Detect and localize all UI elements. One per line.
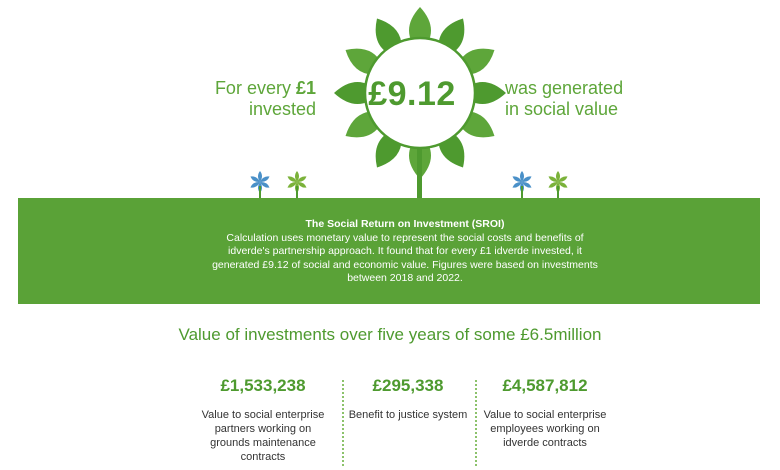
blue-flower-icon bbox=[509, 170, 535, 200]
sroi-banner-text bbox=[205, 218, 605, 286]
lead-right-line2: in social value bbox=[505, 99, 619, 119]
stat-justice bbox=[343, 376, 473, 422]
blue-flower-icon bbox=[247, 170, 273, 200]
stat-employees bbox=[480, 376, 610, 450]
sroi-banner-body: Calculation uses monetary value to represent the social costs and benefits of idverde's partnership approach. It found that for every £1 idverde invested, it generated £9.12 of social and economic value. Figures were based on investments between 2018 and 2022. bbox=[212, 231, 598, 284]
lead-left-text bbox=[196, 78, 316, 120]
stat-description: Benefit to justice system bbox=[348, 409, 468, 421]
stat-value: £295,338 bbox=[372, 376, 444, 395]
investments-title: Value of investments over five years of some £6.5million bbox=[178, 325, 602, 344]
stat-value: £1,533,238 bbox=[220, 376, 306, 395]
stat-divider bbox=[475, 380, 477, 466]
stat-partners bbox=[198, 376, 328, 464]
lead-right-text bbox=[505, 78, 645, 120]
stat-description: Value to social enterprise partners working on grounds maintenance contracts bbox=[201, 409, 325, 463]
stat-value: £4,587,812 bbox=[502, 376, 588, 395]
sroi-banner-title: The Social Return on Investment (SROI) bbox=[305, 218, 505, 230]
green-flower-icon bbox=[284, 170, 310, 200]
green-flower-icon bbox=[545, 170, 571, 200]
stat-description: Value to social enterprise employees working on idverde contracts bbox=[483, 409, 607, 449]
lead-left-prefix: For every bbox=[214, 78, 296, 98]
lead-left-line2: invested bbox=[248, 99, 316, 119]
lead-right-line1: was generated bbox=[505, 78, 624, 98]
lead-left-bold: £1 bbox=[295, 78, 316, 98]
sroi-amount: £9.12 bbox=[368, 75, 456, 113]
